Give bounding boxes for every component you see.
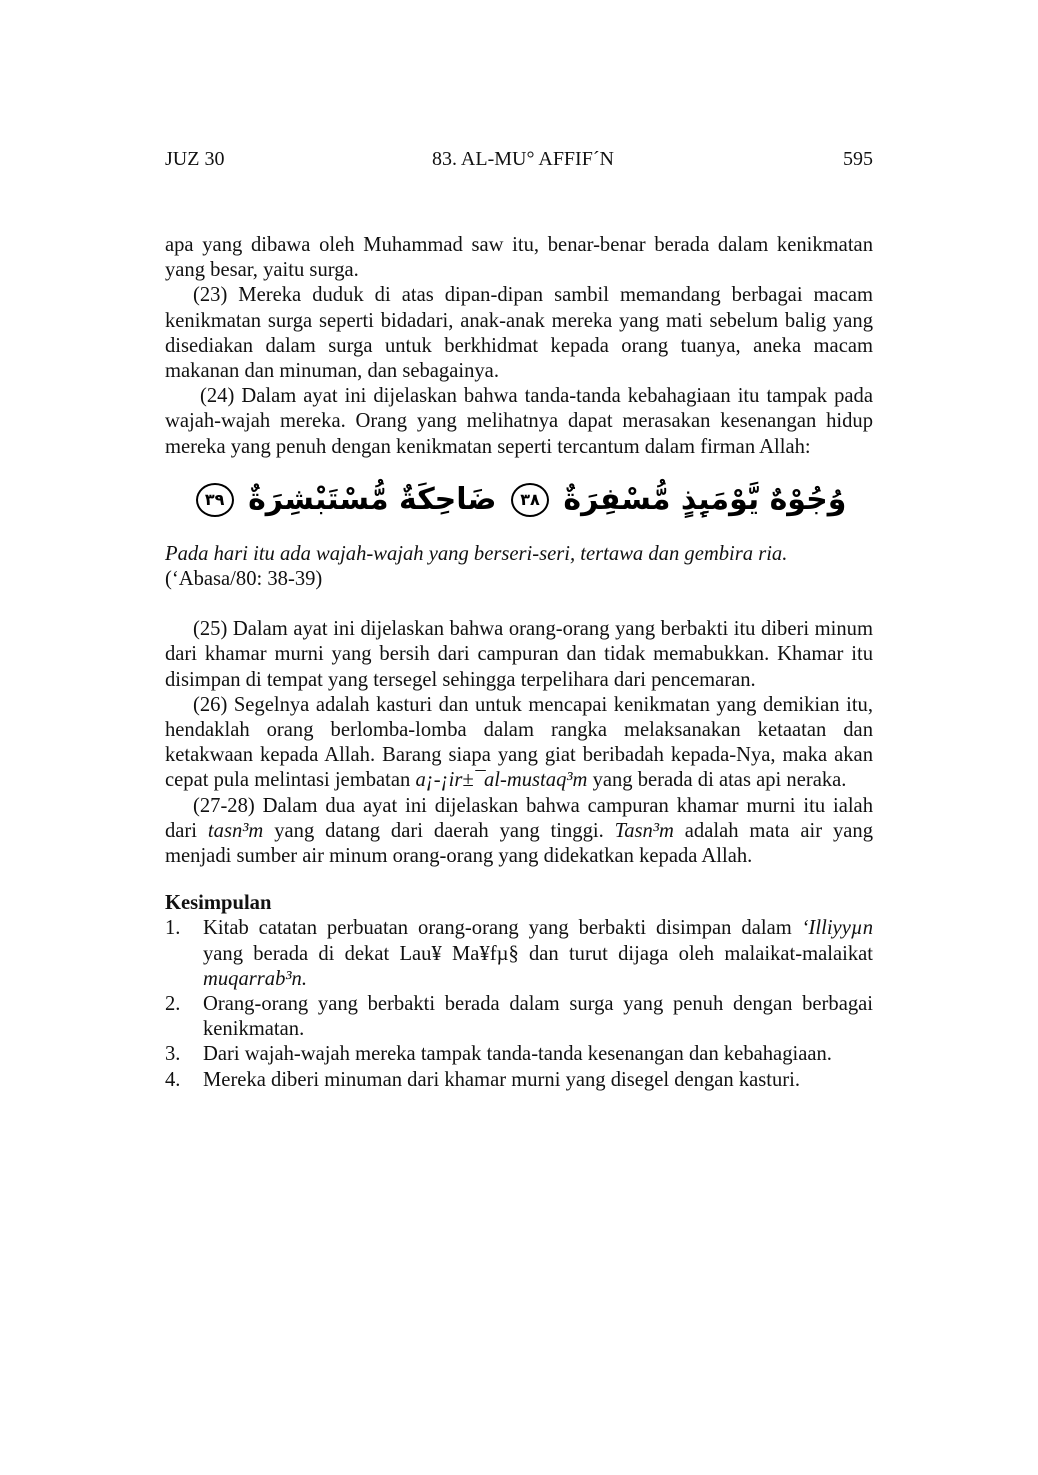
list-item — [165, 992, 873, 1042]
paragraph-verse-27-28 — [165, 794, 873, 870]
text-run: Orang-orang yang berbakti berada dalam surga yang penuh dengan berbagai kenikmatan. — [203, 993, 873, 1041]
paragraph-verse-26 — [165, 693, 873, 794]
text-run: Mereka diberi minuman dari khamar murni yang disegel dengan kasturi. — [203, 1068, 801, 1091]
page-body — [165, 233, 873, 1093]
text-run: yang datang dari daerah yang tinggi. — [263, 819, 615, 842]
transliteration-term: a¡-¡ir±¯al-mustaq³m — [415, 769, 588, 792]
running-header — [165, 146, 873, 172]
text-run: (27-28) Dalam dua ayat ini dijelaskan bahwa campuran khamar murni itu ialah dari — [165, 794, 873, 842]
transliteration-term: Tasn³m — [614, 819, 674, 842]
ayah-number-39: ٣٩ — [196, 483, 234, 517]
spacer — [165, 869, 873, 891]
transliteration-term: ‘Illiyyµn — [801, 917, 873, 940]
list-number: 1. — [165, 917, 181, 940]
header-juz: JUZ 30 — [165, 148, 225, 170]
quran-verse-arabic — [165, 467, 873, 533]
transliteration-term: muqarrab³n. — [203, 967, 308, 990]
list-number: 2. — [165, 993, 181, 1016]
spacer — [165, 592, 873, 617]
text-run: (26) Segelnya adalah kasturi dan untuk mencapai kenikmatan yang demikian itu, hendaklah orang berlomba-lomba dalam rangka melaksanakan ketaatan dan ketakwaan kepada Allah. Barang siapa yang giat beribadah kepada-Nya, maka akan cepat pula melintasi jembatan — [165, 693, 873, 792]
paragraph-verse-24: (24) Dalam ayat ini dijelaskan bahwa tanda-tanda kebahagiaan itu tampak pada wajah-wajah mereka. Orang yang melihatnya dapat merasakan kesenangan hidup mereka yang penuh dengan kenikmatan seperti tercantum dalam firman Allah: — [165, 385, 873, 458]
verse-translation: Pada hari itu ada wajah-wajah yang berseri-seri, tertawa dan gembira ria. — [165, 542, 788, 565]
list-item — [165, 1042, 873, 1067]
list-item — [165, 1068, 873, 1093]
arabic-verse-39: ضَاحِكَةٌ مُّسْتَبْشِرَةٌ — [248, 481, 497, 517]
text-run: adalah mata air yang menjadi sumber air minum orang-orang yang didekatkan kepada Allah. — [165, 819, 873, 868]
paragraph-verse-23: (23) Mereka duduk di atas dipan-dipan sambil memandang berbagai macam kenikmatan surga seperti bidadari, anak-anak mereka yang mati sebelum balig yang disediakan dalam surga untuk berkhidmat kepada orang tuanya, aneka macam makanan dan minuman, dan sebagainya. — [165, 284, 873, 383]
paragraph-verse-25: (25) Dalam ayat ini dijelaskan bahwa orang-orang yang berbakti itu diberi minum dari khamar murni yang bersih dari campuran dan tidak memabukkan. Khamar itu disimpan di tempat yang tersegel sehingga terpelihara dari pencemaran. — [165, 618, 873, 691]
list-number: 3. — [165, 1043, 181, 1066]
section-heading: Kesimpulan — [165, 892, 272, 915]
conclusion-list — [165, 916, 873, 1092]
verse-reference: (‘Abasa/80: 38-39) — [165, 568, 323, 591]
ayah-number-38: ٣٨ — [511, 483, 549, 517]
text-run: yang berada di atas api neraka. — [587, 769, 847, 792]
list-number: 4. — [165, 1068, 181, 1091]
text-run: Dari wajah-wajah mereka tampak tanda-tanda kesenangan dan kebahagiaan. — [203, 1043, 832, 1066]
list-item — [165, 916, 873, 992]
text-run: yang berada di dekat Lau¥ Ma¥fµ§ dan turut dijaga oleh malaikat-malaikat — [203, 942, 873, 965]
transliteration-term: tasn³m — [207, 819, 264, 842]
text-run: Kitab catatan perbuatan orang-orang yang berbakti disimpan dalam — [203, 917, 802, 940]
paragraph-continuation: apa yang dibawa oleh Muhammad saw itu, benar-benar berada dalam kenikmatan yang besar, yaitu surga. — [165, 234, 873, 282]
arabic-verse-38: وُجُوْهٌ يَّوْمَىِٕذٍ مُّسْفِرَةٌ — [563, 481, 847, 517]
header-surah-title: 83. AL-MU° AFFIF´N — [432, 148, 614, 170]
page-number: 595 — [843, 148, 873, 170]
